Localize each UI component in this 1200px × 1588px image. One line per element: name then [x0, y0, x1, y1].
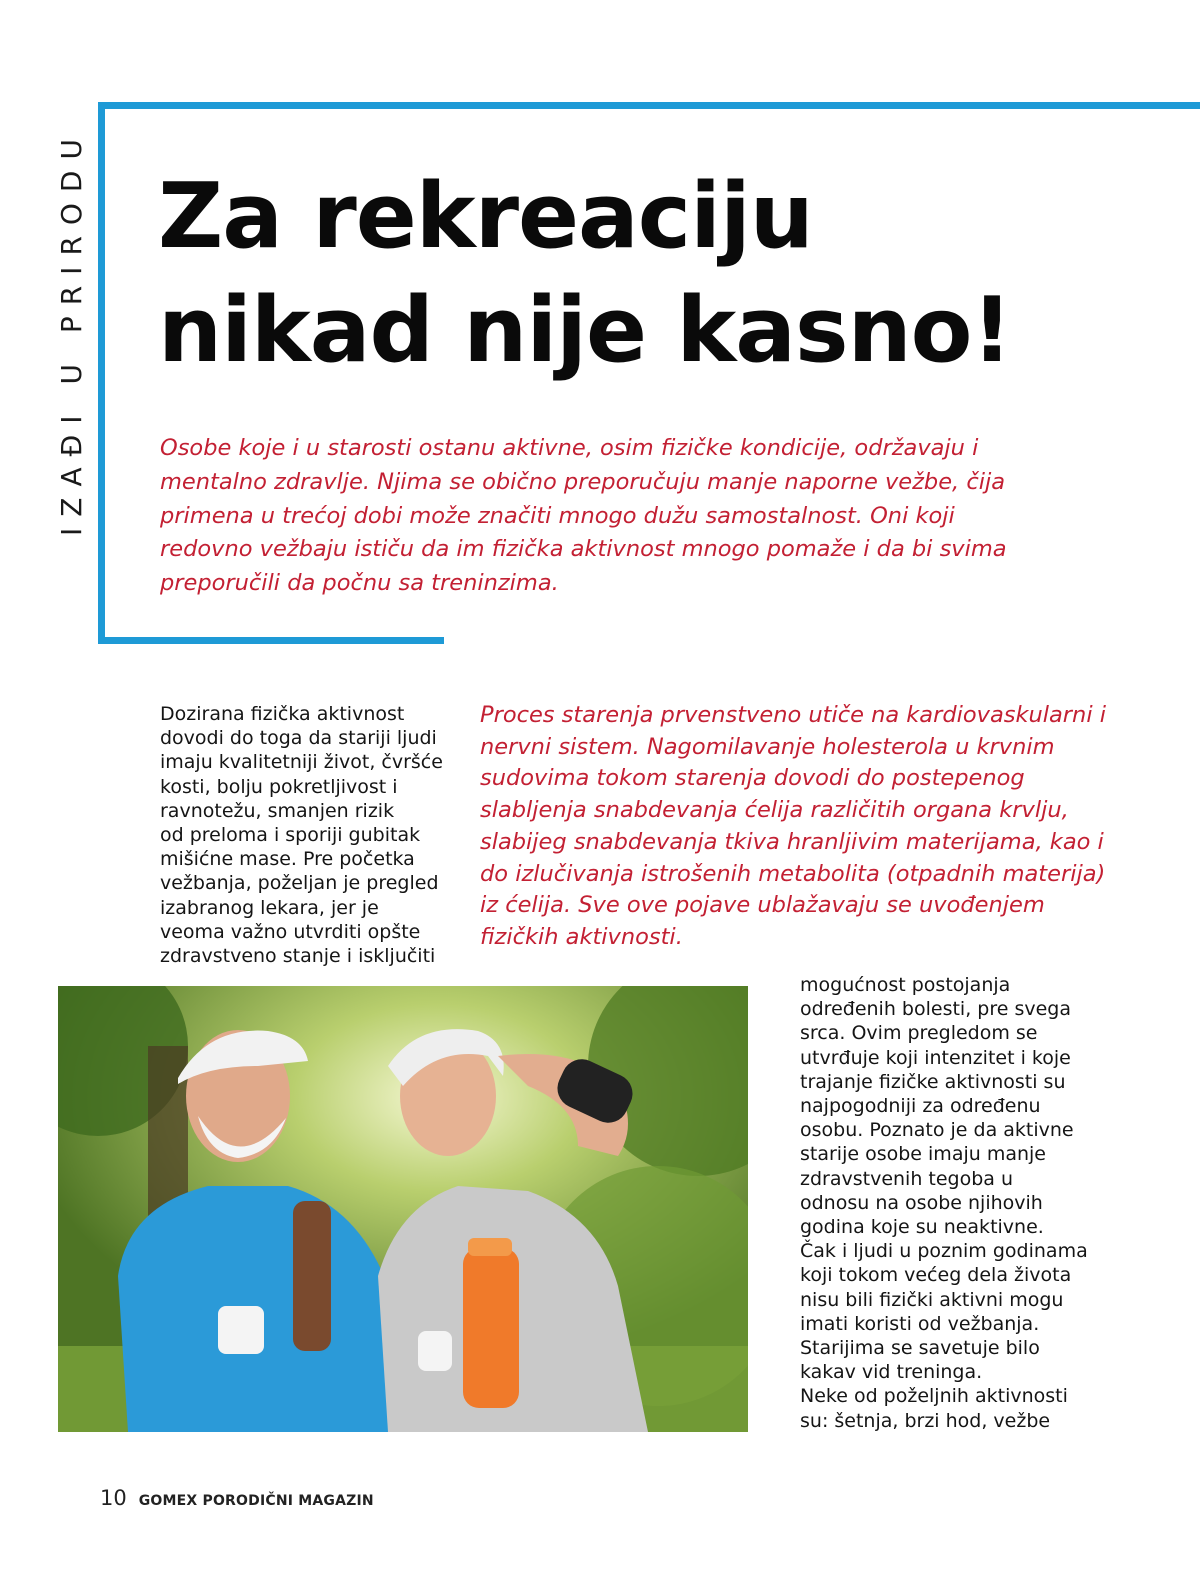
frame-bottom-bar [98, 637, 444, 644]
title-line: nikad nije kasno! [158, 278, 1012, 383]
page-number: 10 [100, 1486, 127, 1510]
text-line: dovodi do toga da stariji ljudi [160, 727, 437, 750]
body-column-left [160, 702, 450, 968]
text-line: veoma važno utvrditi opšte [160, 920, 421, 943]
section-label: IZAĐI U PRIRODU [55, 128, 88, 536]
frame-left-bar [98, 102, 105, 644]
text-line: izabranog lekara, jer je [160, 896, 379, 919]
text-line: određenih bolesti, pre svega [800, 998, 1072, 1021]
text-line: osobu. Poznato je da aktivne [800, 1119, 1074, 1142]
text-line: srca. Ovim pregledom se [800, 1022, 1038, 1045]
text-line: starije osobe imaju manje [800, 1143, 1046, 1166]
text-line: Neke od poželjnih aktivnosti [800, 1385, 1068, 1408]
text-line: imati koristi od vežbanja. [800, 1312, 1040, 1335]
text-line: su: šetnja, brzi hod, vežbe [800, 1409, 1051, 1432]
body-column-right [800, 973, 1100, 1433]
text-line: vežbanja, poželjan je pregled [160, 872, 439, 895]
text-line: kakav vid treninga. [800, 1361, 983, 1384]
text-line: Starijima se savetuje bilo [800, 1337, 1040, 1360]
text-line: mišićne mase. Pre početka [160, 848, 415, 871]
text-line: od preloma i sporiji gubitak [160, 824, 421, 847]
text-line: ravnotežu, smanjen rizik [160, 799, 395, 822]
text-line: Čak i ljudi u poznim godinama [800, 1240, 1088, 1263]
text-line: zdravstvenih tegoba u [800, 1167, 1014, 1190]
text-line: koji tokom većeg dela života [800, 1264, 1072, 1287]
text-line: najpogodniji za određenu [800, 1095, 1041, 1118]
text-line: zdravstveno stanje i isključiti [160, 945, 436, 968]
magazine-name: GOMEX PORODIČNI MAGAZIN [138, 1493, 374, 1509]
page-footer [100, 1486, 374, 1510]
pull-quote: Proces starenja prvenstveno utiče na kardiovaskularni i nervni sistem. Nagomilavanje holesterola u krvnim sudovima tokom starenja dovodi do postepenog slabljenja snabdevanja ćelija različitih organa krvlju, slabijeg snabdevanja tkiva hranljivim materijama, kao i do izlučivanja istrošenih metabolita (otpadnih materija) iz ćelija. Sve ove pojave ublažavaju se uvođenjem fizičkih aktivnosti. [480, 702, 1106, 950]
text-line: odnosu na osobe njihovih [800, 1191, 1043, 1214]
text-line: kosti, bolju pokretljivost i [160, 775, 398, 798]
seniors-exercising-photo [58, 986, 748, 1432]
title-line: Za rekreaciju [158, 164, 813, 269]
text-line: mogućnost postojanja [800, 974, 1011, 996]
text-line: nisu bili fizički aktivni mogu [800, 1288, 1064, 1311]
frame-top-bar [98, 102, 1200, 109]
text-line: Dozirana fizička aktivnost [160, 703, 405, 725]
text-line: trajanje fizičke aktivnosti su [800, 1070, 1066, 1093]
text-line: utvrđuje koji intenzitet i koje [800, 1046, 1071, 1069]
article-title [158, 160, 1158, 388]
text-line: godina koje su neaktivne. [800, 1216, 1044, 1239]
lead-paragraph: Osobe koje i u starosti ostanu aktivne, osim fizičke kondicije, održavaju i mentalno zdravlje. Njima se obično preporučuju manje naporne vežbe, čija primena u trećoj dobi može značiti mnogo dužu samostalnost. Oni koji redovno vežbaju ističu da im fizička aktivnost mnogo pomaže i da bi svima preporučili da počnu sa treninzima. [160, 435, 1007, 597]
text-line: imaju kvalitetniji život, čvršće [160, 751, 443, 774]
